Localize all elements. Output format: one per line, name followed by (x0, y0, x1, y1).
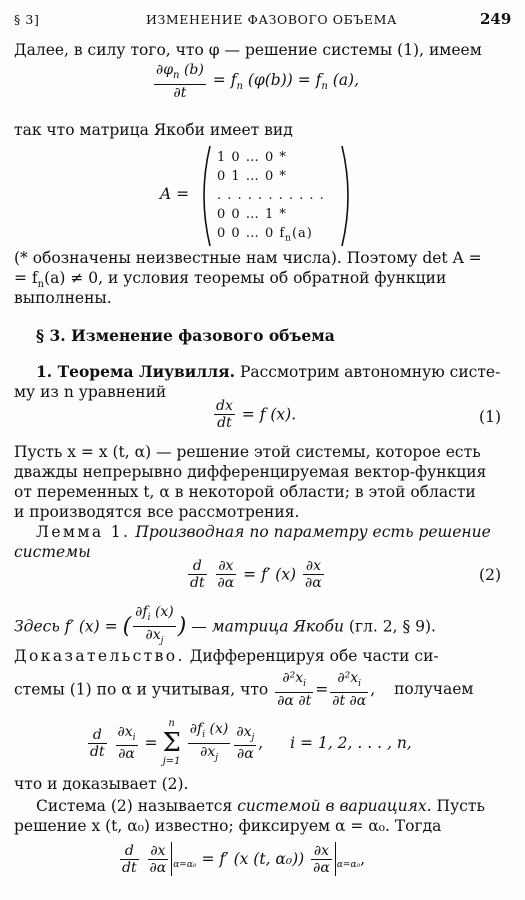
matrix-row-5-text: 0 0 … 0 f (217, 226, 286, 241)
header-section: § 3] (14, 12, 40, 27)
jacobian-tail: — матрица Якоби (191, 617, 344, 636)
jacobian-num-sub: i (147, 612, 151, 623)
matrix-last-tail: (a) (291, 226, 313, 241)
p3-l2-head: = f (14, 269, 38, 287)
sum-range: i = 1, 2, . . . , n, (290, 734, 412, 752)
jacobian-num-arg: (x) (154, 604, 174, 620)
section-title: § 3. Изменение фазового объема (36, 326, 335, 345)
equation-autonomous (212, 398, 296, 431)
jacobian-num: ∂f (135, 604, 148, 620)
proof-frac-a-num: ∂²x (282, 670, 304, 686)
eq1-fraction (154, 62, 206, 101)
proof-line-2-tail: получаем (394, 680, 474, 699)
running-title: ИЗМЕНЕНИЕ ФАЗОВОГО ОБЪЕМА (146, 12, 398, 27)
jacobian-line (14, 604, 436, 649)
lemma-line-1 (36, 522, 491, 542)
eq1-num: ∂φ (156, 62, 174, 78)
eq3-dt: dt (190, 575, 205, 591)
theorem-line-1 (36, 362, 500, 382)
eq1-num-arg: (b) (183, 62, 204, 78)
matrix-row-5 (217, 224, 313, 249)
proof-frac-b-num: ∂²x (337, 670, 359, 686)
matrix-row-4: 0 0 … 1 * (217, 207, 287, 222)
jacobian-den-sub: j (160, 635, 164, 646)
paragraph-4-line-1: Пусть x = x (t, α) — решение этой системы, которое есть (14, 443, 481, 461)
lemma-line-2: системы (14, 543, 91, 561)
sum-d-dt (88, 727, 107, 760)
final-eval-2: α=α₀ (336, 860, 361, 871)
jacobian-ref: (гл. 2, § 9). (348, 617, 436, 636)
sum-bottom: j=1 (162, 756, 181, 767)
matrix-row-1: 1 0 … 0 * (217, 150, 287, 165)
final-dt: dt (122, 859, 137, 876)
proof-frac-b-den: ∂t ∂α (332, 692, 367, 709)
sum-dfi-dxj: $\frac{\partial f_i (x)}{\partial x_j}$ (188, 721, 231, 766)
proof-line-2-head: стемы (1) по α и учитывая, что (14, 680, 269, 699)
theorem-line-1-tail: Рассмотрим автономную систе- (239, 363, 501, 381)
eq1-rhs-sub2: n (321, 80, 328, 92)
final-da-2: ∂α (313, 859, 330, 876)
final-rhs: = f′ (x (t, α₀)) (201, 850, 305, 868)
eq1-rhs-sub: n (236, 80, 243, 92)
eq3-dx-da (216, 558, 237, 591)
paragraph-4-line-3: от переменных t, α в некоторой области; в этой области (14, 483, 476, 501)
sum-da-2: ∂α (234, 745, 256, 762)
matrix-row-3: . . . . . . . . . . . (217, 188, 325, 203)
matrix-body (205, 148, 343, 244)
jacobian-left-paren: ( (122, 613, 132, 639)
sum-dxi-da: $\frac{\partial x_i}{\partial\alpha}$ (117, 723, 136, 763)
equation-tag-1: (1) (479, 408, 501, 426)
sum-sigma: Σ (162, 728, 181, 758)
proof-fraction-b: $\frac{\partial^2x_i}{\partial t \partial\alpha}$ (332, 670, 367, 709)
paragraph-4-line-2: дважды непрерывно дифференцируемая вектор-функция (14, 463, 487, 481)
jacobian-den: ∂x (145, 626, 161, 643)
final-d: d (124, 842, 134, 859)
eq3-d-dt (188, 558, 207, 591)
paragraph-3-line-3: выполнены. (14, 289, 112, 307)
final-dx: ∂x (150, 842, 166, 859)
final-dx-2: ∂x (313, 842, 330, 859)
proof-line-2: стемы (1) по α и учитывая, что $\frac{\partial^2x_i}{\partial\alpha \partial t}$ = $\frac{\partial^2x_i}{\partial t \partial\alpha}$ , получаем (14, 670, 474, 709)
matrix-row-2: 0 1 … 0 * (217, 169, 287, 184)
matrix-last-sub: n (285, 233, 292, 244)
p7-tail: Пусть (436, 797, 485, 815)
equation-sum: $\frac{d}{dt}$ $\frac{\partial x_i}{\partial\alpha}$ = n Σ j=1 $\frac{\partial f_i (x)}{\partial x_j}$ $\frac{\partial x_j}{\partial\alpha}$ , i = 1, 2, . . . , n, (90, 718, 412, 767)
paragraph-7-line-1 (36, 796, 485, 816)
equation-tag-2: (2) (479, 566, 501, 584)
paragraph-4-line-4: и производятся все рассмотрения. (14, 503, 300, 521)
lemma-statement: Производная по параметру есть решение (135, 523, 491, 541)
proof-frac-a-den: ∂α ∂t (277, 692, 312, 709)
eq1-rhs-tail: (φ(b)) = f (247, 70, 322, 89)
paragraph-3-line-1: (* обозначены неизвестные нам числа). Поэтому det A = (14, 249, 482, 267)
page-number: 249 (480, 10, 512, 28)
paragraph-7-line-2: решение x (t, α₀) известно; фиксируем α = α₀. Тогда (14, 817, 442, 835)
paragraph-6: что и доказывает (2). (14, 775, 189, 793)
p3-l2-tail: (a) ≠ 0, и условия теоремы об обратной функции (44, 269, 447, 287)
equation-final (118, 842, 365, 876)
eq3-dx-2: ∂x (305, 558, 321, 574)
jacobian-head: Здесь f′ (x) = (14, 617, 118, 636)
proof-line-1-tail: Дифференцируя обе части си- (189, 647, 439, 665)
equation-1 (152, 62, 359, 101)
final-dx-da (148, 843, 169, 876)
theorem-label: 1. Теорема Лиувилля. (36, 362, 236, 381)
proof-fraction-a: $\frac{\partial^2x_i}{\partial\alpha \partial t}$ (277, 670, 312, 709)
proof-label: Доказательство. (14, 647, 185, 665)
eq2-den: dt (214, 414, 235, 431)
final-end: , (360, 850, 366, 868)
final-d-dt (120, 843, 139, 876)
eq3-d: d (192, 558, 202, 574)
eq3-da-2: ∂α (305, 575, 322, 591)
jacobian-right-paren: ) (177, 613, 187, 639)
paragraph-2: так что матрица Якоби имеет вид (14, 121, 293, 139)
eq1-num-sub: n (173, 69, 180, 81)
equation-variations (186, 558, 326, 591)
eq3-dx-da-2 (303, 558, 324, 591)
theorem-line-2: му из n уравнений (14, 383, 167, 401)
p7-italic: системой в вариациях. (237, 797, 432, 815)
eq3-dx: ∂x (218, 558, 234, 574)
jacobian-fraction (133, 604, 176, 649)
p7-head: Система (2) называется (36, 797, 233, 815)
sum-d: d (92, 726, 102, 743)
eq3-da: ∂α (217, 575, 235, 591)
eq3-rhs: = f′ (x) (243, 565, 297, 584)
eq1-rhs-end: (a), (332, 70, 360, 89)
paragraph-1: Далее, в силу того, что φ — решение системы (1), имеем (14, 41, 482, 59)
sum-da: ∂α (116, 745, 138, 762)
proof-line-1 (14, 646, 439, 666)
eq1-den: ∂t (154, 84, 206, 101)
p3-l2-sub: n (37, 279, 45, 291)
sum-dxj-da: $\frac{\partial x_j}{\partial\alpha}$ (236, 723, 255, 763)
matrix-lhs: A = (160, 185, 190, 203)
eq1-rhs: = f (212, 70, 237, 89)
final-eval-1: α=α₀ (173, 860, 197, 871)
sum-dt: dt (90, 743, 105, 760)
eq2-num: dx (216, 398, 233, 414)
lemma-label: Лемма 1. (36, 523, 131, 541)
eq2-fraction (214, 398, 235, 431)
sum-top: n (168, 718, 175, 729)
final-da: ∂α (149, 859, 167, 876)
sum-operator (162, 718, 180, 768)
eq2-rhs: = f (x). (241, 405, 297, 424)
final-dx-da-2 (311, 843, 332, 876)
